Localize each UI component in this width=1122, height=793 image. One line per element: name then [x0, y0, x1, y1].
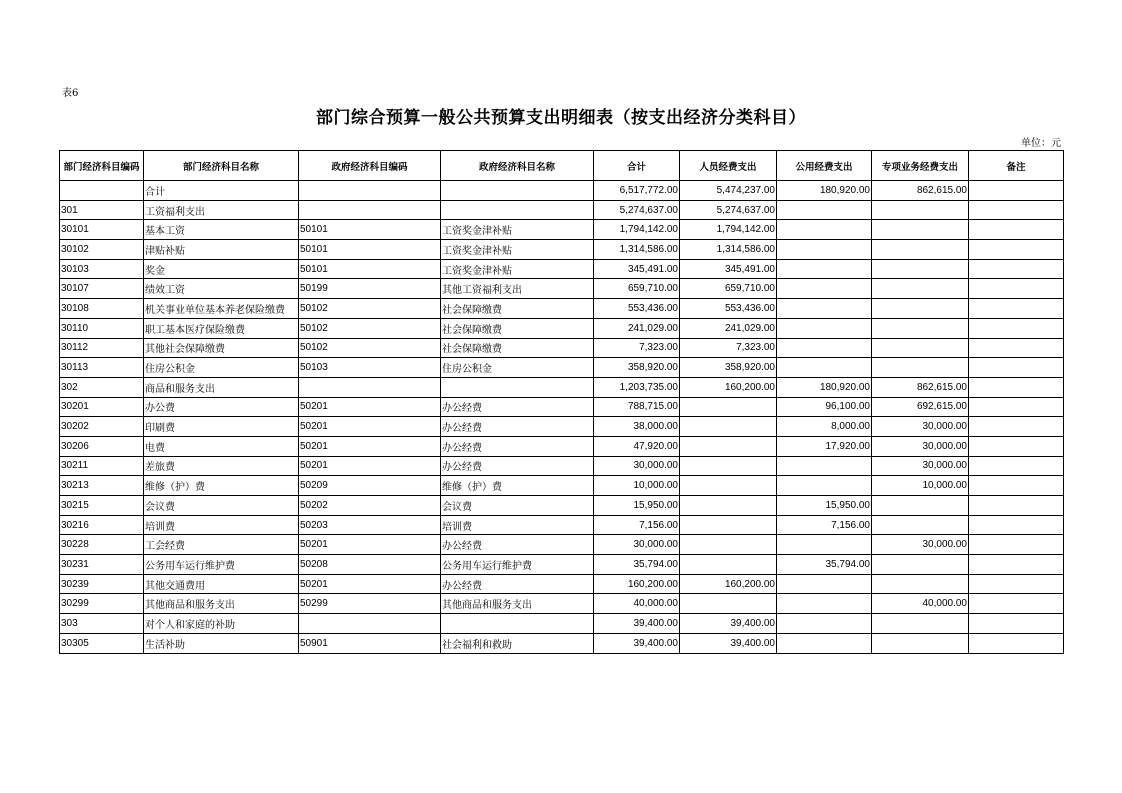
total-cell: 10,000.00 [594, 476, 680, 496]
total-cell: 38,000.00 [594, 417, 680, 437]
personnel-cell: 160,200.00 [680, 377, 777, 397]
personnel-cell [680, 515, 777, 535]
dept-code-cell: 30239 [60, 574, 144, 594]
public-cell [777, 318, 872, 338]
gov-code-cell: 50201 [299, 574, 441, 594]
table-row [60, 397, 1064, 417]
personnel-cell: 5,274,637.00 [680, 200, 777, 220]
dept-code-cell: 30102 [60, 240, 144, 260]
remarks-cell [969, 515, 1064, 535]
total-cell: 160,200.00 [594, 574, 680, 594]
table-row [60, 259, 1064, 279]
remarks-cell [969, 338, 1064, 358]
special-cell [872, 338, 969, 358]
gov-code-cell: 50201 [299, 456, 441, 476]
public-cell [777, 614, 872, 634]
dept-name-cell: 津贴补贴 [144, 240, 299, 260]
gov-name-cell [441, 181, 594, 201]
remarks-cell [969, 279, 1064, 299]
total-cell: 39,400.00 [594, 614, 680, 634]
dept-name-cell: 培训费 [144, 515, 299, 535]
col-personnel: 人员经费支出 [680, 151, 777, 181]
personnel-cell: 39,400.00 [680, 614, 777, 634]
personnel-cell [680, 594, 777, 614]
gov-name-cell [441, 200, 594, 220]
special-cell: 30,000.00 [872, 436, 969, 456]
special-cell: 862,615.00 [872, 377, 969, 397]
dept-name-cell: 其他交通费用 [144, 574, 299, 594]
dept-code-cell: 30305 [60, 633, 144, 653]
table-row [60, 240, 1064, 260]
public-cell [777, 456, 872, 476]
personnel-cell: 358,920.00 [680, 358, 777, 378]
dept-name-cell: 奖金 [144, 259, 299, 279]
gov-code-cell: 50102 [299, 299, 441, 319]
total-cell: 345,491.00 [594, 259, 680, 279]
dept-code-cell [60, 181, 144, 201]
unit-label: 单位：元 [1021, 138, 1061, 149]
total-cell: 30,000.00 [594, 535, 680, 555]
dept-name-cell: 其他商品和服务支出 [144, 594, 299, 614]
gov-code-cell: 50209 [299, 476, 441, 496]
dept-code-cell: 30112 [60, 338, 144, 358]
special-cell [872, 633, 969, 653]
personnel-cell: 553,436.00 [680, 299, 777, 319]
dept-name-cell: 商品和服务支出 [144, 377, 299, 397]
special-cell [872, 220, 969, 240]
dept-name-cell: 办公费 [144, 397, 299, 417]
remarks-cell [969, 200, 1064, 220]
remarks-cell [969, 476, 1064, 496]
public-cell: 96,100.00 [777, 397, 872, 417]
special-cell: 30,000.00 [872, 456, 969, 476]
budget-table [59, 150, 1064, 654]
gov-name-cell: 社会福利和救助 [441, 633, 594, 653]
gov-name-cell: 工资奖金津补贴 [441, 240, 594, 260]
table-number: 表6 [62, 88, 79, 99]
special-cell [872, 496, 969, 516]
gov-code-cell: 50101 [299, 259, 441, 279]
gov-name-cell: 办公经费 [441, 535, 594, 555]
total-cell: 5,274,637.00 [594, 200, 680, 220]
remarks-cell [969, 574, 1064, 594]
public-cell [777, 259, 872, 279]
personnel-cell [680, 417, 777, 437]
total-cell: 1,203,735.00 [594, 377, 680, 397]
dept-name-cell: 公务用车运行维护费 [144, 555, 299, 575]
dept-name-cell: 印刷费 [144, 417, 299, 437]
remarks-cell [969, 358, 1064, 378]
personnel-cell [680, 456, 777, 476]
col-public: 公用经费支出 [777, 151, 872, 181]
gov-name-cell: 办公经费 [441, 456, 594, 476]
gov-code-cell [299, 200, 441, 220]
public-cell: 180,920.00 [777, 377, 872, 397]
public-cell [777, 476, 872, 496]
remarks-cell [969, 377, 1064, 397]
remarks-cell [969, 614, 1064, 634]
dept-code-cell: 303 [60, 614, 144, 634]
gov-code-cell: 50201 [299, 397, 441, 417]
remarks-cell [969, 259, 1064, 279]
col-dept-code: 部门经济科目编码 [60, 151, 144, 181]
dept-code-cell: 30206 [60, 436, 144, 456]
special-cell: 10,000.00 [872, 476, 969, 496]
personnel-cell: 160,200.00 [680, 574, 777, 594]
gov-code-cell: 50202 [299, 496, 441, 516]
gov-name-cell: 住房公积金 [441, 358, 594, 378]
remarks-cell [969, 240, 1064, 260]
dept-name-cell: 对个人和家庭的补助 [144, 614, 299, 634]
remarks-cell [969, 555, 1064, 575]
public-cell: 8,000.00 [777, 417, 872, 437]
total-cell: 788,715.00 [594, 397, 680, 417]
table-row [60, 220, 1064, 240]
dept-name-cell: 工资福利支出 [144, 200, 299, 220]
dept-name-cell: 基本工资 [144, 220, 299, 240]
personnel-cell [680, 476, 777, 496]
special-cell [872, 515, 969, 535]
remarks-cell [969, 181, 1064, 201]
personnel-cell: 7,323.00 [680, 338, 777, 358]
remarks-cell [969, 299, 1064, 319]
gov-code-cell: 50101 [299, 220, 441, 240]
gov-name-cell: 办公经费 [441, 574, 594, 594]
remarks-cell [969, 436, 1064, 456]
gov-code-cell: 50102 [299, 318, 441, 338]
table-row [60, 436, 1064, 456]
dept-name-cell: 会议费 [144, 496, 299, 516]
remarks-cell [969, 594, 1064, 614]
dept-code-cell: 30211 [60, 456, 144, 476]
dept-code-cell: 30103 [60, 259, 144, 279]
public-cell [777, 338, 872, 358]
table-row [60, 417, 1064, 437]
gov-name-cell: 社会保障缴费 [441, 299, 594, 319]
dept-code-cell: 30110 [60, 318, 144, 338]
table-row [60, 633, 1064, 653]
table-row [60, 456, 1064, 476]
total-cell: 35,794.00 [594, 555, 680, 575]
col-dept-name: 部门经济科目名称 [144, 151, 299, 181]
dept-code-cell: 30216 [60, 515, 144, 535]
total-cell: 15,950.00 [594, 496, 680, 516]
gov-name-cell: 工资奖金津补贴 [441, 220, 594, 240]
dept-name-cell: 机关事业单位基本养老保险缴费 [144, 299, 299, 319]
gov-name-cell: 培训费 [441, 515, 594, 535]
gov-code-cell [299, 181, 441, 201]
special-cell [872, 555, 969, 575]
table-row [60, 594, 1064, 614]
special-cell: 692,615.00 [872, 397, 969, 417]
dept-code-cell: 30101 [60, 220, 144, 240]
gov-name-cell: 其他商品和服务支出 [441, 594, 594, 614]
gov-name-cell: 维修（护）费 [441, 476, 594, 496]
gov-name-cell: 社会保障缴费 [441, 318, 594, 338]
special-cell [872, 614, 969, 634]
col-remarks: 备注 [969, 151, 1064, 181]
public-cell: 15,950.00 [777, 496, 872, 516]
special-cell [872, 299, 969, 319]
gov-name-cell: 工资奖金津补贴 [441, 259, 594, 279]
public-cell [777, 574, 872, 594]
table-row [60, 555, 1064, 575]
gov-name-cell [441, 377, 594, 397]
total-cell: 6,517,772.00 [594, 181, 680, 201]
total-cell: 39,400.00 [594, 633, 680, 653]
dept-name-cell: 维修（护）费 [144, 476, 299, 496]
special-cell [872, 574, 969, 594]
table-row [60, 614, 1064, 634]
gov-code-cell: 50299 [299, 594, 441, 614]
header-row [60, 151, 1064, 181]
gov-code-cell: 50103 [299, 358, 441, 378]
gov-name-cell: 会议费 [441, 496, 594, 516]
total-cell: 553,436.00 [594, 299, 680, 319]
total-cell: 7,323.00 [594, 338, 680, 358]
dept-name-cell: 合计 [144, 181, 299, 201]
special-cell: 30,000.00 [872, 417, 969, 437]
table-row [60, 574, 1064, 594]
special-cell [872, 200, 969, 220]
table-row [60, 318, 1064, 338]
col-gov-name: 政府经济科目名称 [441, 151, 594, 181]
personnel-cell: 345,491.00 [680, 259, 777, 279]
table-row [60, 299, 1064, 319]
personnel-cell [680, 436, 777, 456]
gov-name-cell: 公务用车运行维护费 [441, 555, 594, 575]
public-cell [777, 633, 872, 653]
col-gov-code: 政府经济科目编码 [299, 151, 441, 181]
dept-code-cell: 30201 [60, 397, 144, 417]
gov-code-cell: 50201 [299, 436, 441, 456]
remarks-cell [969, 417, 1064, 437]
dept-name-cell: 电费 [144, 436, 299, 456]
table-row [60, 515, 1064, 535]
remarks-cell [969, 633, 1064, 653]
total-cell: 241,029.00 [594, 318, 680, 338]
public-cell [777, 200, 872, 220]
total-cell: 1,794,142.00 [594, 220, 680, 240]
dept-code-cell: 30228 [60, 535, 144, 555]
dept-code-cell: 30213 [60, 476, 144, 496]
gov-name-cell: 其他工资福利支出 [441, 279, 594, 299]
gov-code-cell: 50102 [299, 338, 441, 358]
personnel-cell: 5,474,237.00 [680, 181, 777, 201]
public-cell: 35,794.00 [777, 555, 872, 575]
table-row [60, 535, 1064, 555]
special-cell: 40,000.00 [872, 594, 969, 614]
public-cell: 17,920.00 [777, 436, 872, 456]
dept-code-cell: 30299 [60, 594, 144, 614]
total-cell: 1,314,586.00 [594, 240, 680, 260]
special-cell: 862,615.00 [872, 181, 969, 201]
personnel-cell: 39,400.00 [680, 633, 777, 653]
table-row [60, 181, 1064, 201]
remarks-cell [969, 220, 1064, 240]
gov-name-cell: 办公经费 [441, 436, 594, 456]
personnel-cell [680, 397, 777, 417]
gov-code-cell: 50201 [299, 417, 441, 437]
personnel-cell [680, 535, 777, 555]
remarks-cell [969, 535, 1064, 555]
gov-code-cell [299, 614, 441, 634]
gov-name-cell [441, 614, 594, 634]
gov-code-cell: 50901 [299, 633, 441, 653]
special-cell [872, 259, 969, 279]
total-cell: 7,156.00 [594, 515, 680, 535]
dept-name-cell: 工会经费 [144, 535, 299, 555]
personnel-cell: 1,794,142.00 [680, 220, 777, 240]
personnel-cell [680, 555, 777, 575]
dept-name-cell: 住房公积金 [144, 358, 299, 378]
col-special: 专项业务经费支出 [872, 151, 969, 181]
gov-code-cell: 50201 [299, 535, 441, 555]
personnel-cell: 241,029.00 [680, 318, 777, 338]
table-row [60, 200, 1064, 220]
table-row [60, 377, 1064, 397]
special-cell [872, 318, 969, 338]
special-cell: 30,000.00 [872, 535, 969, 555]
public-cell [777, 594, 872, 614]
dept-code-cell: 302 [60, 377, 144, 397]
gov-name-cell: 办公经费 [441, 417, 594, 437]
special-cell [872, 279, 969, 299]
total-cell: 30,000.00 [594, 456, 680, 476]
gov-code-cell: 50203 [299, 515, 441, 535]
dept-name-cell: 职工基本医疗保险缴费 [144, 318, 299, 338]
remarks-cell [969, 496, 1064, 516]
personnel-cell [680, 496, 777, 516]
special-cell [872, 358, 969, 378]
gov-name-cell: 社会保障缴费 [441, 338, 594, 358]
dept-name-cell: 差旅费 [144, 456, 299, 476]
dept-code-cell: 30231 [60, 555, 144, 575]
gov-name-cell: 办公经费 [441, 397, 594, 417]
dept-code-cell: 30113 [60, 358, 144, 378]
dept-code-cell: 301 [60, 200, 144, 220]
page-title: 部门综合预算一般公共预算支出明细表（按支出经济分类科目） [316, 108, 806, 128]
public-cell [777, 240, 872, 260]
public-cell: 180,920.00 [777, 181, 872, 201]
gov-code-cell: 50101 [299, 240, 441, 260]
remarks-cell [969, 397, 1064, 417]
table-row [60, 338, 1064, 358]
remarks-cell [969, 456, 1064, 476]
public-cell [777, 358, 872, 378]
remarks-cell [969, 318, 1064, 338]
total-cell: 358,920.00 [594, 358, 680, 378]
public-cell [777, 279, 872, 299]
dept-name-cell: 其他社会保障缴费 [144, 338, 299, 358]
table-row [60, 496, 1064, 516]
total-cell: 40,000.00 [594, 594, 680, 614]
personnel-cell: 659,710.00 [680, 279, 777, 299]
dept-code-cell: 30107 [60, 279, 144, 299]
total-cell: 47,920.00 [594, 436, 680, 456]
table-row [60, 358, 1064, 378]
dept-name-cell: 绩效工资 [144, 279, 299, 299]
table-row [60, 476, 1064, 496]
dept-code-cell: 30108 [60, 299, 144, 319]
public-cell [777, 220, 872, 240]
gov-code-cell [299, 377, 441, 397]
public-cell: 7,156.00 [777, 515, 872, 535]
gov-code-cell: 50208 [299, 555, 441, 575]
table-row [60, 279, 1064, 299]
public-cell [777, 299, 872, 319]
dept-code-cell: 30215 [60, 496, 144, 516]
personnel-cell: 1,314,586.00 [680, 240, 777, 260]
dept-code-cell: 30202 [60, 417, 144, 437]
gov-code-cell: 50199 [299, 279, 441, 299]
total-cell: 659,710.00 [594, 279, 680, 299]
col-total: 合计 [594, 151, 680, 181]
special-cell [872, 240, 969, 260]
dept-name-cell: 生活补助 [144, 633, 299, 653]
public-cell [777, 535, 872, 555]
